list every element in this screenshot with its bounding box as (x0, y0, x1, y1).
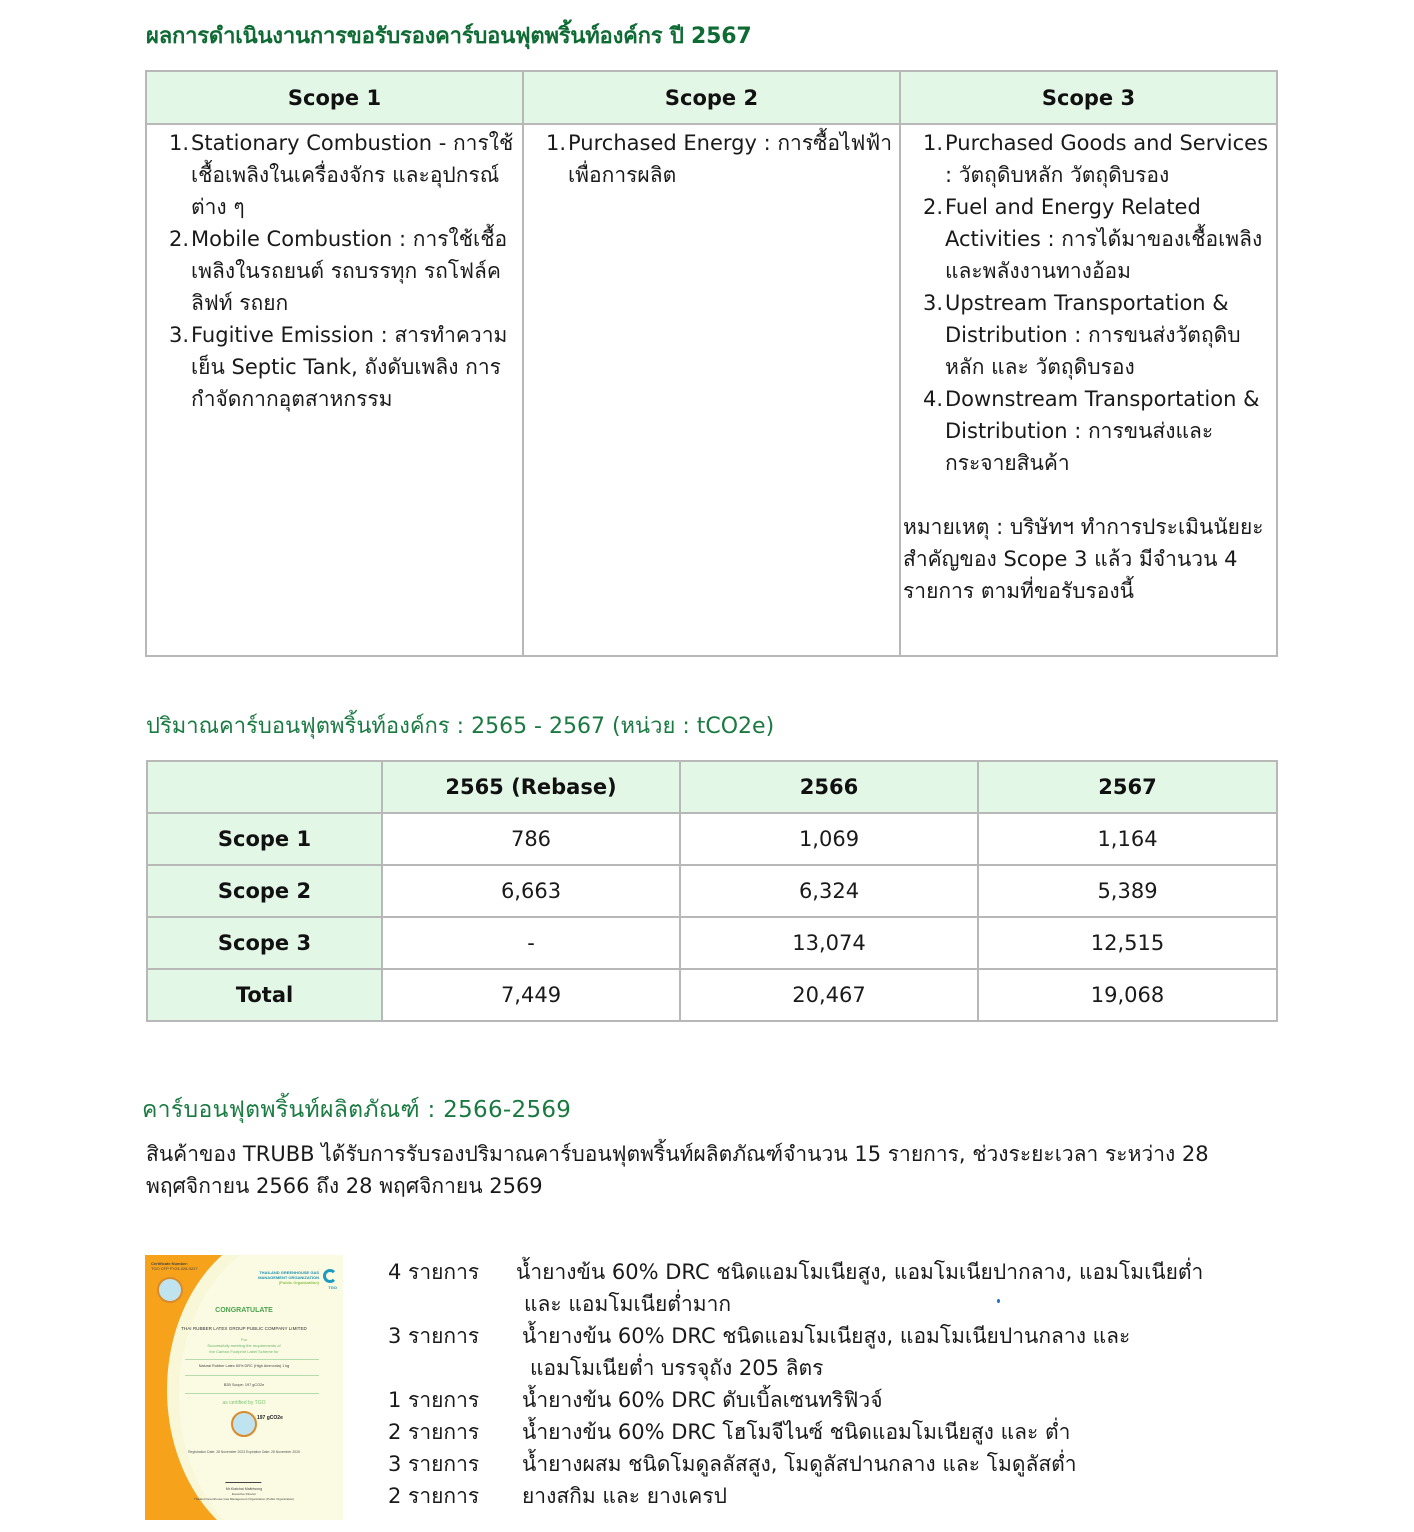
signature-icon (225, 1473, 265, 1483)
table-cell: 7,449 (382, 969, 680, 1021)
item-number: 3. (168, 323, 189, 347)
signer-title: Executive Director (231, 1492, 257, 1496)
emissions-table (146, 760, 1278, 1022)
product-desc-line: น้ำยางข้น 60% DRC ดับเบิ้ลเซนทริฟิวจ์ (522, 1388, 883, 1412)
scope3-item (901, 383, 1276, 479)
row-label: Total (147, 969, 382, 1021)
row-label: Scope 3 (147, 917, 382, 969)
certificate-number (151, 1261, 198, 1271)
item-number: 2. (168, 227, 189, 251)
product-desc (516, 1256, 1268, 1320)
product-count: 1 รายการ (388, 1388, 480, 1412)
product-desc-line: น้ำยางข้น 60% DRC ชนิดแอมโมเนียสูง, แอมโมเนียปานกลาง และ (522, 1324, 1131, 1348)
scope3-header: Scope 3 (900, 71, 1277, 124)
certificate-number-label: Certificate Number: (151, 1261, 189, 1266)
table-cell: 5,389 (978, 865, 1277, 917)
table-cell: 13,074 (680, 917, 978, 969)
congratulate-heading: CONGRATULATE (215, 1307, 273, 1314)
certificate-dates: Registration Date: 28 November 2023 Expiration Date: 28 November 2026 (188, 1450, 300, 1454)
table-cell: 19,068 (978, 969, 1277, 1021)
product-desc (522, 1384, 1268, 1416)
certificate-signer (145, 1487, 343, 1502)
page-title: ผลการดำเนินงานการขอรับรองคาร์บอนฟุตพริ้นท์องค์กร ปี 2567 (146, 24, 752, 49)
scope-table-body-row (146, 124, 1277, 656)
item-number: 1. (545, 131, 566, 155)
product-count: 3 รายการ (388, 1324, 480, 1348)
table-cell: - (382, 917, 680, 969)
carbon-value: 197 gCO2e (257, 1415, 283, 1421)
table-row (147, 813, 1277, 865)
item-number: 1. (168, 131, 189, 155)
scope2-list (524, 125, 899, 191)
for-line: For (241, 1337, 247, 1342)
product-desc-line: น้ำยางข้น 60% DRC โฮโมจีไนซ์ ชนิดแอมโมเนียสูง และ ต่ำ (522, 1420, 1071, 1444)
product-row (388, 1384, 1268, 1416)
certificate-scope: B2B Scope: 197 gCO2e (223, 1383, 265, 1387)
item-text: Downstream Transportation & Distribution : การขนส่งและกระจายสินค้า (945, 387, 1260, 475)
item-number: 2. (922, 195, 943, 219)
tgo-logo-icon (323, 1269, 337, 1283)
certificate-number-value: TGO CFP FY24-028-0227 (151, 1266, 198, 1271)
product-row (388, 1480, 1268, 1512)
scope3-note: หมายเหตุ : บริษัทฯ ทำการประเมินนัยยะสำคัญของ Scope 3 แล้ว มีจำนวน 4 รายการ ตามที่ขอรับรองนี้ (903, 515, 1264, 603)
item-text: Purchased Energy : การซื้อไฟฟ้าเพื่อการผลิต (568, 131, 893, 187)
item-text: Fugitive Emission : สารทำความเย็น Septic Tank, ถังดับเพลิง การกำจัดกากอุตสาหกรรม (191, 323, 508, 411)
product-desc-line: แอมโมเนียต่ำ บรรจุถัง 205 ลิตร (530, 1356, 824, 1380)
table-cell: 786 (382, 813, 680, 865)
org-line: (Public Organization) (278, 1280, 319, 1285)
scope2-header: Scope 2 (523, 71, 900, 124)
scope1-item (147, 127, 522, 223)
table-cell: 1,164 (978, 813, 1277, 865)
item-text: Upstream Transportation & Distribution : การขนส่งวัตถุดิบหลัก และ วัตถุดิบรอง (945, 291, 1241, 379)
item-text: Stationary Combustion - การใช้เชื้อเพลิงในเครื่องจักร และอุปกรณ์ต่าง ๆ (191, 131, 514, 219)
scope2-cell (523, 124, 900, 656)
product-footprint-subtitle: คาร์บอนฟุตพริ้นท์ผลิตภัณฑ์ : 2566-2569 (142, 1097, 572, 1123)
scope3-item (901, 287, 1276, 383)
certificate-image (145, 1255, 343, 1520)
divider (185, 1375, 319, 1376)
item-text: Purchased Goods and Services : วัตถุดิบหลัก วัตถุดิบรอง (945, 131, 1269, 187)
scope-table (145, 70, 1278, 657)
divider (185, 1393, 319, 1394)
scope1-cell (146, 124, 523, 656)
corner-header (147, 761, 382, 813)
carbon-label-badge-icon (157, 1277, 183, 1303)
product-desc (522, 1448, 1268, 1480)
cursor-dot-icon (997, 1299, 1000, 1303)
table-row-total (147, 969, 1277, 1021)
tgo-abbr: TGO (328, 1285, 337, 1290)
row-label: Scope 1 (147, 813, 382, 865)
table-row (147, 865, 1277, 917)
product-footprint-paragraph: สินค้าของ TRUBB ได้รับการรับรองปริมาณคาร์บอนฟุตพริ้นท์ผลิตภัณฑ์จำนวน 15 รายการ, ช่วงระยะเวลา ระหว่าง 28 พฤศจิกายน 2566 ถึง 28 พฤศจิกายน 2569 (146, 1142, 1209, 1198)
scope-table-header-row (146, 71, 1277, 124)
certificate-for (145, 1337, 343, 1355)
product-desc-line: และ แอมโมเนียต่ำมาก (524, 1292, 732, 1316)
carbon-label-badge-icon (231, 1411, 257, 1437)
product-row (388, 1448, 1268, 1480)
signer-org: Thailand Greenhouse Gas Management Organization (Public Organization) (193, 1497, 295, 1501)
for-line: Successfully meeting the requirements of (207, 1343, 281, 1348)
emissions-subtitle: ปริมาณคาร์บอนฟุตพริ้นท์องค์กร : 2565 - 2567 (หน่วย : tCO2e) (146, 714, 775, 739)
scope3-cell (900, 124, 1277, 656)
year-header: 2565 (Rebase) (382, 761, 680, 813)
product-desc-line: น้ำยางผสม ชนิดโมดูลลัสสูง, โมดูลัสปานกลาง และ โมดูลัสต่ำ (522, 1452, 1077, 1476)
item-number: 3. (922, 291, 943, 315)
emissions-header-row (147, 761, 1277, 813)
table-cell: 20,467 (680, 969, 978, 1021)
scope1-header: Scope 1 (146, 71, 523, 124)
product-count: 2 รายการ (388, 1484, 480, 1508)
table-cell: 6,663 (382, 865, 680, 917)
row-label: Scope 2 (147, 865, 382, 917)
item-number: 1. (922, 131, 943, 155)
item-text: Fuel and Energy Related Activities : การได้มาของเชื้อเพลิงและพลังงานทางอ้อม (945, 195, 1263, 283)
product-desc (522, 1320, 1268, 1384)
scope3-item (901, 191, 1276, 287)
tgo-org-name (258, 1270, 319, 1285)
for-line: the Carbon Footprint Label Scheme for (209, 1349, 279, 1354)
product-row (388, 1416, 1268, 1448)
scope3-list (901, 125, 1276, 479)
product-list (388, 1256, 1268, 1512)
table-row (147, 917, 1277, 969)
product-count: 3 รายการ (388, 1452, 480, 1476)
scope2-item (524, 127, 899, 191)
certificate-product: Natural Rubber Latex 60% DRC (High Ammonia) 1 kg (198, 1364, 290, 1368)
scope3-item (901, 127, 1276, 191)
product-count: 4 รายการ (388, 1260, 480, 1284)
divider (185, 1359, 319, 1360)
product-row (388, 1256, 1268, 1320)
product-desc-line: ยางสกิม และ ยางเครป (522, 1484, 727, 1508)
certificate-company: THAI RUBBER LATEX GROUP PUBLIC COMPANY LIMITED (181, 1326, 307, 1331)
certified-by: as certified by TGO (222, 1400, 266, 1406)
product-count: 2 รายการ (388, 1420, 480, 1444)
year-header: 2566 (680, 761, 978, 813)
org-line: THAILAND GREENHOUSE GAS (259, 1270, 319, 1275)
scope1-item (147, 319, 522, 415)
product-desc (522, 1480, 1268, 1512)
product-row (388, 1320, 1268, 1384)
table-cell: 6,324 (680, 865, 978, 917)
table-cell: 1,069 (680, 813, 978, 865)
scope1-list (147, 125, 522, 415)
org-line: MANAGEMENT ORGANIZATION (258, 1275, 319, 1280)
table-cell: 12,515 (978, 917, 1277, 969)
signer-name: Mr.Kiatchai Maitriwong (225, 1487, 263, 1491)
item-number: 4. (922, 387, 943, 411)
year-header: 2567 (978, 761, 1277, 813)
product-desc (522, 1416, 1268, 1448)
scope1-item (147, 223, 522, 319)
product-desc-line: น้ำยางข้น 60% DRC ชนิดแอมโมเนียสูง, แอมโมเนียปากลาง, แอมโมเนียต่ำ (516, 1260, 1204, 1284)
item-text: Mobile Combustion : การใช้เชื้อเพลิงในรถยนต์ รถบรรทุก รถโฟล์คลิฟท์ รถยก (191, 227, 508, 315)
